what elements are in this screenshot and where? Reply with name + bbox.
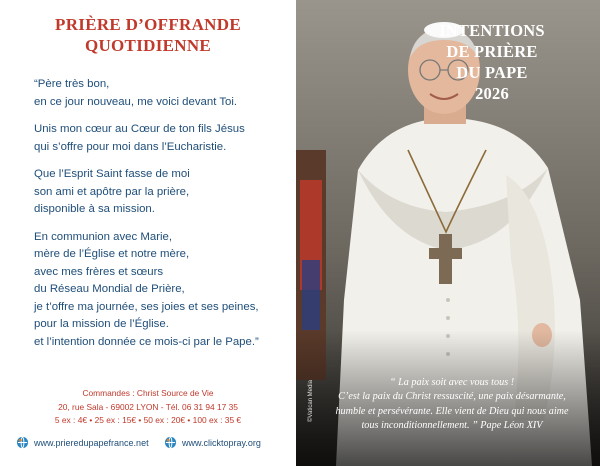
prayer-line: et l’intention donnée ce mois-ci par le Pape.” xyxy=(34,335,259,348)
left-panel xyxy=(0,0,296,466)
quote-line: tous inconditionnellement. ” Pape Léon XIV xyxy=(361,419,543,431)
link-clicktopray[interactable] xyxy=(164,436,261,449)
prayer-line: avec mes frères et sœurs xyxy=(34,265,164,278)
prayer-line: “Père très bon, xyxy=(34,78,110,90)
quote-line: C’est la paix du Christ ressuscité, une paix désarmante, xyxy=(338,391,566,403)
heading-line: DE PRIÈRE xyxy=(446,42,538,61)
heading-line: DU PAPE xyxy=(456,63,528,82)
prayer-line: du Réseau Mondial de Prière, xyxy=(34,283,185,295)
photo-credit: ©Vatican Media xyxy=(308,380,314,422)
prayer-line: En communion avec Marie, xyxy=(34,230,173,243)
order-info xyxy=(0,387,296,428)
prayer-line: qui s’offre pour moi dans l’Eucharistie. xyxy=(34,140,227,153)
link-prieredupapefrance[interactable] xyxy=(16,436,149,449)
intentions-heading xyxy=(402,20,582,104)
prayer-line: disponible à sa mission. xyxy=(34,203,155,215)
link-text: www.clicktopray.org xyxy=(182,437,261,448)
prayer-stanza-3 xyxy=(34,166,294,219)
prayer-line: mère de l’Église et notre mère, xyxy=(34,248,190,260)
quote-line: “ La paix soit avec vous tous ! xyxy=(389,377,515,388)
order-address: 20, rue Sala - 69002 LYON - Tél. 06 31 94 17 35 xyxy=(58,401,238,412)
prayer-stanza-2 xyxy=(34,121,294,156)
heading-year: 2026 xyxy=(475,84,509,103)
pope-quote xyxy=(310,376,594,433)
prayer-line: en ce jour nouveau, me voici devant Toi. xyxy=(34,95,238,108)
photo-panel xyxy=(296,0,600,466)
order-prices: 5 ex : 4€ • 25 ex : 15€ • 50 ex : 20€ • 100 ex : 35 € xyxy=(54,415,242,425)
order-title: Commandes : Christ Source de Vie xyxy=(82,388,214,398)
prayer-line: je t’offre ma journée, ses joies et ses peines, xyxy=(34,300,259,313)
prayer-stanza-4 xyxy=(34,229,294,352)
prayer-line: Unis mon cœur au Cœur de ton fils Jésus xyxy=(34,123,245,135)
quote-line: humble et persévérante. Elle vient de Dieu qui nous aime xyxy=(335,405,569,417)
heading-line: INTENTIONS xyxy=(439,21,545,40)
prayer-line: pour la mission de l’Église. xyxy=(34,318,169,330)
prayer-text xyxy=(34,76,294,361)
globe-icon xyxy=(164,436,177,449)
globe-icon xyxy=(16,436,29,449)
prayer-stanza-1 xyxy=(34,76,294,111)
website-links xyxy=(16,436,294,450)
link-text: www.prieredupapefrance.net xyxy=(34,437,149,448)
prayer-line: son ami et apôtre par la prière, xyxy=(34,185,190,198)
prayer-line: Que l’Esprit Saint fasse de moi xyxy=(34,168,190,180)
prayer-title: PRIÈRE D’OFFRANDE QUOTIDIENNE xyxy=(55,15,241,55)
